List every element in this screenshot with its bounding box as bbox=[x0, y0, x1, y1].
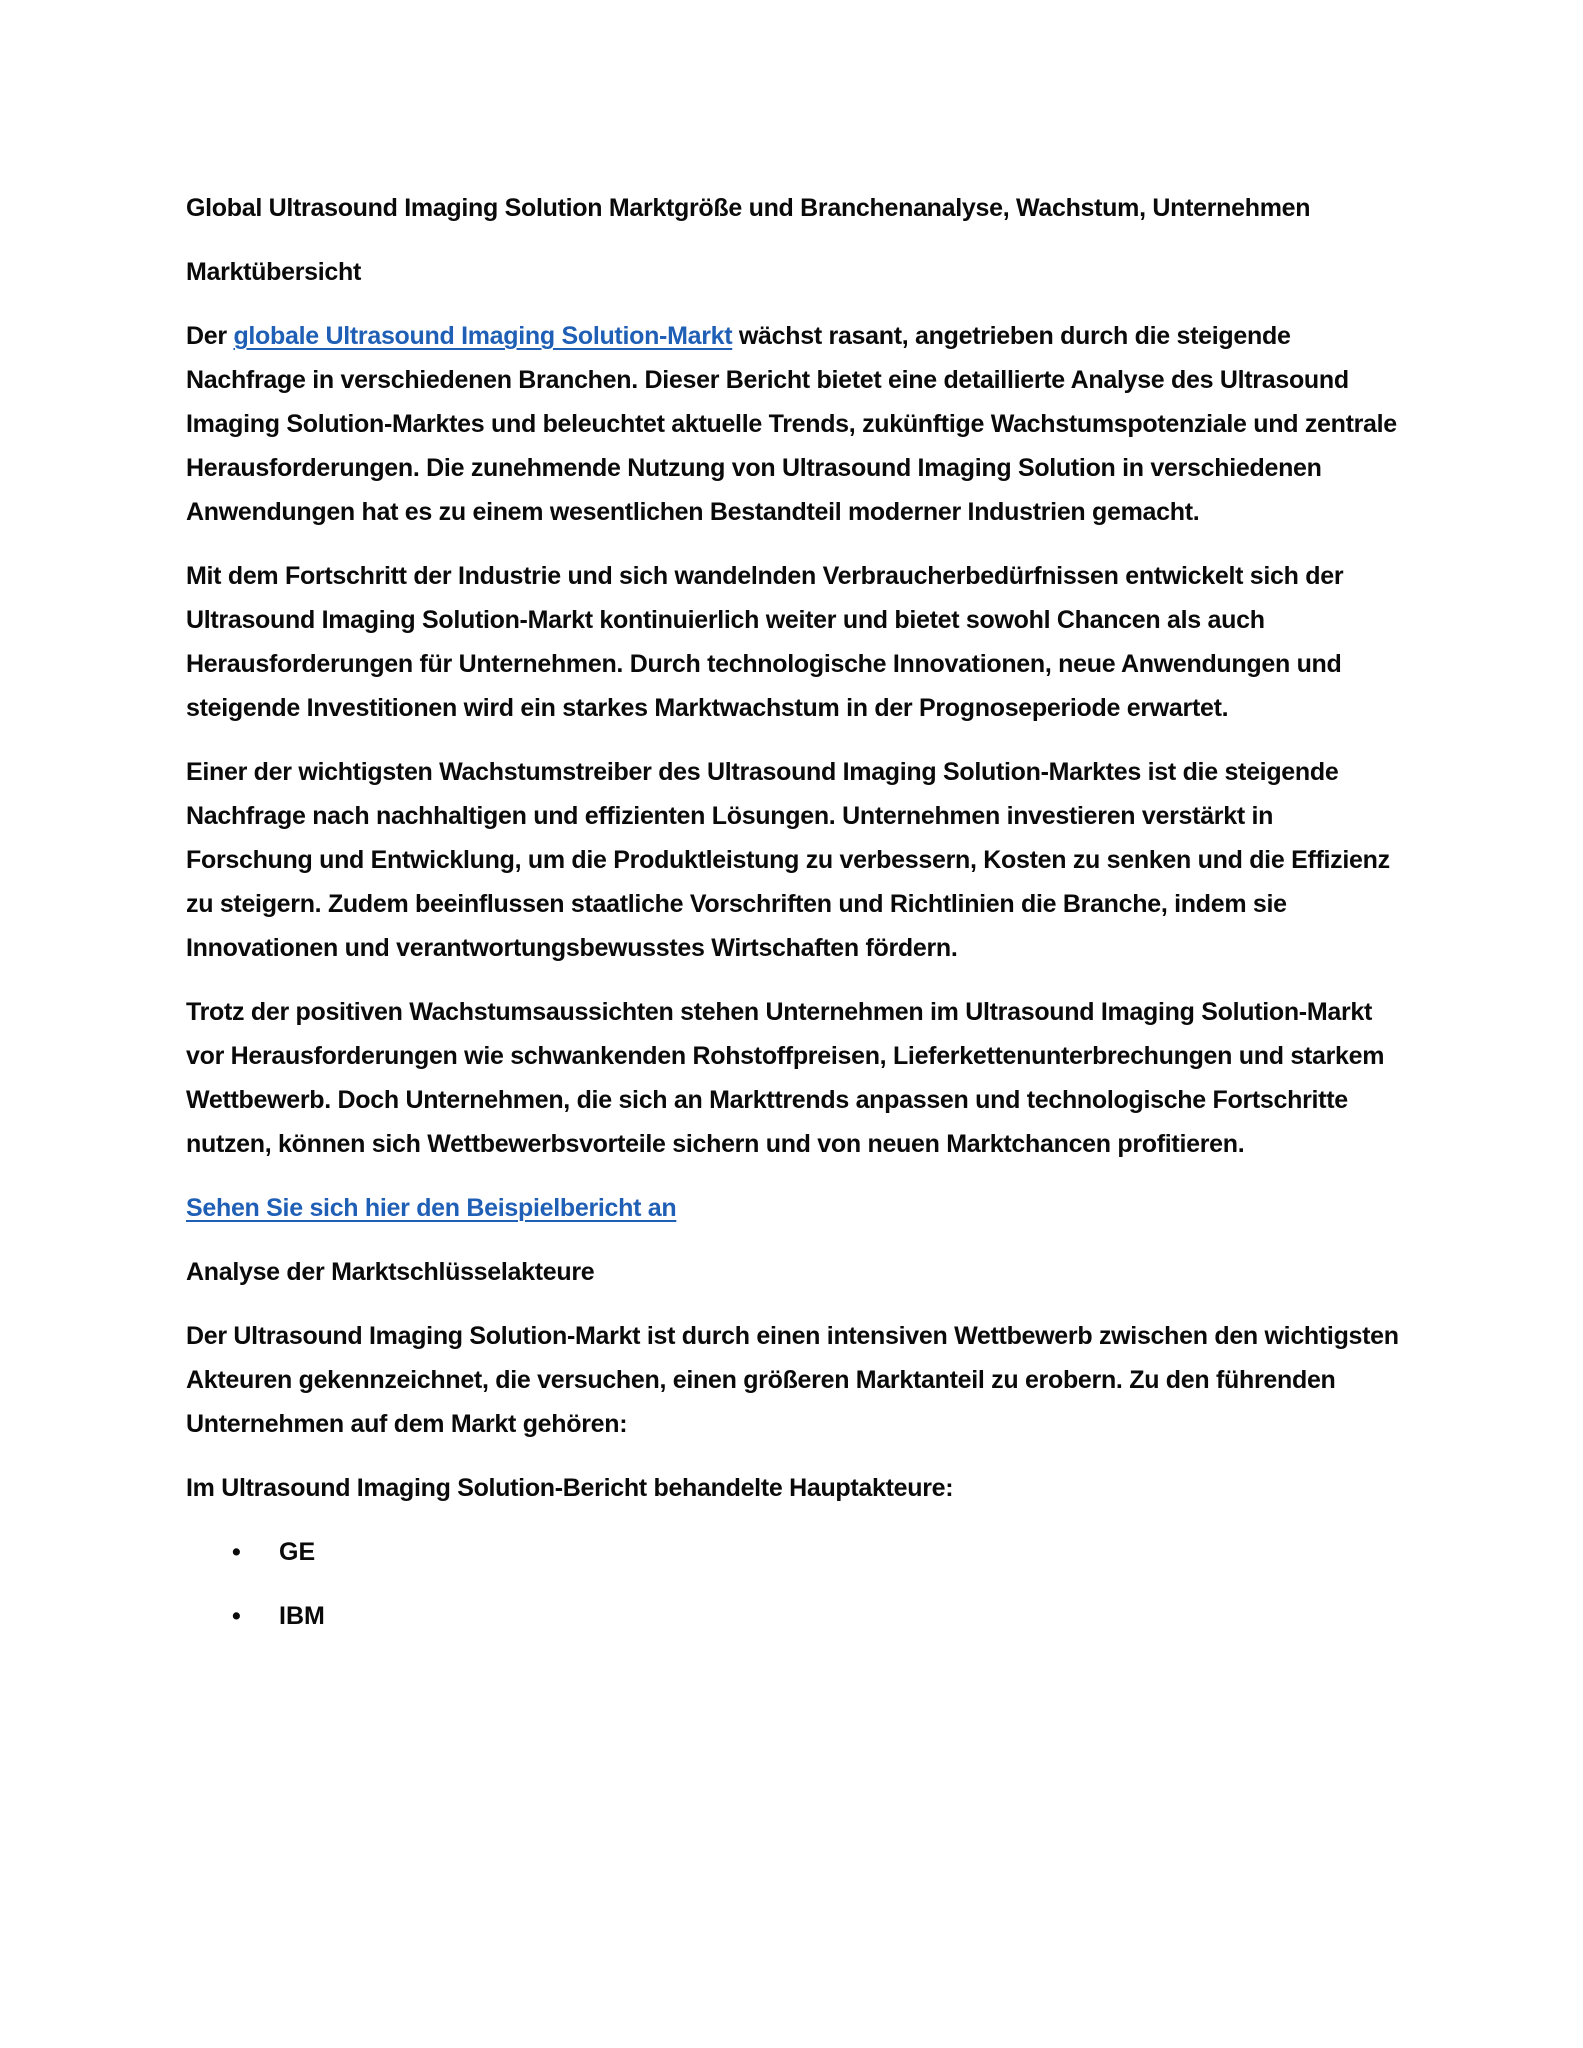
market-link[interactable]: globale Ultrasound Imaging Solution-Markt bbox=[233, 322, 733, 350]
paragraph-drivers: Einer der wichtigsten Wachstumstreiber des Ultrasound Imaging Solution-Marktes ist die steigende Nachfrage nach nachhaltigen und effizienten Lösungen. Unternehmen investieren verstärkt in Forschung und Entwicklung, um die Produktleistung zu verbessern, Kosten zu senken und die Effizienz zu steigern. Zudem beeinflussen staatliche Vorschriften und Richtlinien die Branche, indem sie Innovationen und verantwortungsbewusstes Wirtschaften fördern. bbox=[186, 758, 1390, 962]
paragraph-intro bbox=[186, 314, 1406, 534]
paragraph-intro-prefix: Der bbox=[186, 322, 234, 350]
paragraph-intro-suffix: wächst rasant, angetrieben durch die steigende Nachfrage in verschiedenen Branchen. Dieser Bericht bietet eine detaillierte Analyse des Ultrasound Imaging Solution-Marktes und beleuchtet aktuelle Trends, zukünftige Wachstumspotenziale und zentrale Herausforderungen. Die zunehmende Nutzung von Ultrasound Imaging Solution in verschiedenen Anwendungen hat es zu einem wesentlichen Bestandteil moderner Industrien gemacht. bbox=[186, 322, 1397, 526]
paragraph-challenges: Trotz der positiven Wachstumsaussichten stehen Unternehmen im Ultrasound Imaging Solution-Markt vor Herausforderungen wie schwankenden Rohstoffpreisen, Lieferkettenunterbrechungen und starkem Wettbewerb. Doch Unternehmen, die sich an Markttrends anpassen und technologische Fortschritte nutzen, können sich Wettbewerbsvorteile sichern und von neuen Marktchancen profitieren. bbox=[186, 998, 1385, 1158]
sample-report-link[interactable]: Sehen Sie sich hier den Beispielbericht an bbox=[186, 1194, 677, 1222]
paragraph-competition: Der Ultrasound Imaging Solution-Markt ist durch einen intensiven Wettbewerb zwischen den wichtigsten Akteuren gekennzeichnet, die versuchen, einen größeren Marktanteil zu erobern. Zu den führenden Unternehmen auf dem Markt gehören: bbox=[186, 1322, 1399, 1438]
list-item bbox=[186, 1594, 1406, 1638]
players-heading: Analyse der Marktschlüsselakteure bbox=[186, 1258, 595, 1286]
document-page bbox=[186, 186, 1406, 1658]
overview-heading: Marktübersicht bbox=[186, 258, 362, 286]
list-item bbox=[186, 1530, 1406, 1574]
bullet-icon: • bbox=[232, 1602, 241, 1630]
player-name: IBM bbox=[279, 1602, 325, 1630]
players-intro: Im Ultrasound Imaging Solution-Bericht behandelte Hauptakteure: bbox=[186, 1474, 954, 1502]
bullet-icon: • bbox=[232, 1538, 241, 1566]
paragraph-progress: Mit dem Fortschritt der Industrie und sich wandelnden Verbraucherbedürfnissen entwickelt sich der Ultrasound Imaging Solution-Markt kontinuierlich weiter und bietet sowohl Chancen als auch Herausforderungen für Unternehmen. Durch technologische Innovationen, neue Anwendungen und steigende Investitionen wird ein starkes Marktwachstum in der Prognoseperiode erwartet. bbox=[186, 562, 1344, 722]
players-list bbox=[186, 1530, 1406, 1638]
player-name: GE bbox=[279, 1538, 316, 1566]
document-title: Global Ultrasound Imaging Solution Marktgröße und Branchenanalyse, Wachstum, Unternehmen bbox=[186, 194, 1311, 222]
sample-report-paragraph bbox=[186, 1186, 1406, 1230]
